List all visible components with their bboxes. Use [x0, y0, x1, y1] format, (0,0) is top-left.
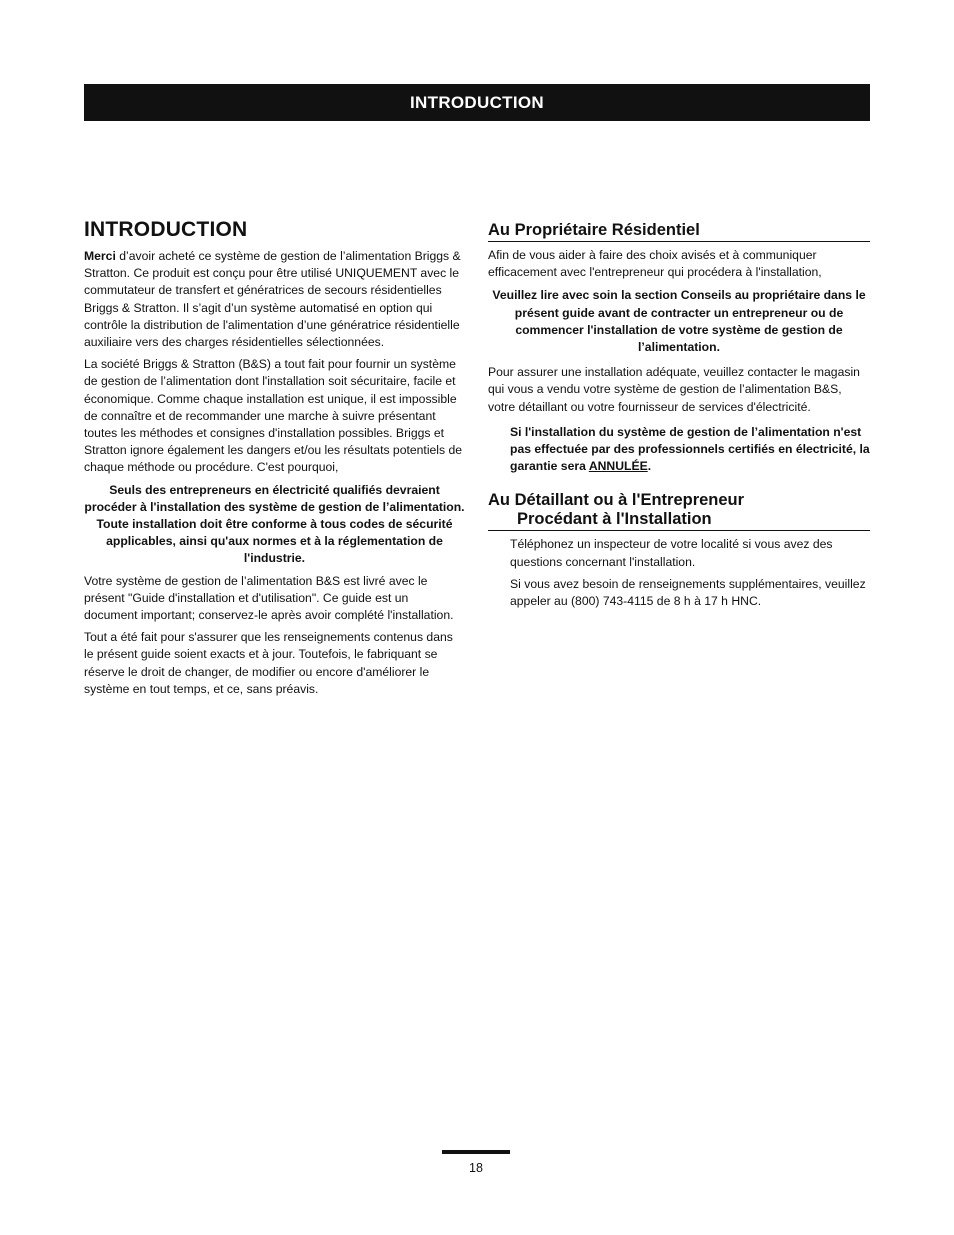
guide-paragraph: Votre système de gestion de l’alimentation B&S est livré avec le présent "Guide d'installation et d'utilisation". Ce guide est un document important; conservez-le après avoir complété l'installation.	[84, 573, 454, 623]
accuracy-paragraph: Tout a été fait pour s'assurer que les renseignements contenus dans le présent guide soient exacts et à jour. Toutefois, le fabriquant se réserve le droit de changer, de modifier ou encore d'améliorer le système en tout temps, et ce, sans préavis.	[84, 630, 453, 696]
inspector-paragraph: Téléphonez un inspecteur de votre localité si vous avez des questions concernant l'installation.	[510, 537, 833, 569]
warranty-warning-text: Si l'installation du système de gestion de l’alimentation n'est pas effectuée par des professionnels certifiés en électricité, la garantie sera	[510, 424, 870, 474]
left-column	[84, 218, 465, 703]
intro-lead-word: Merci	[84, 249, 116, 263]
phone-paragraph: Si vous avez besoin de renseignements supplémentaires, veuillez appeler au (800) 743-4115 de 8 h à 17 h HNC.	[510, 576, 866, 609]
page-number: 18	[469, 1161, 483, 1175]
section-heading-dealer-line1: Au Détaillant ou à l'Entrepreneur	[488, 491, 745, 510]
section-header-bar	[84, 84, 870, 121]
company-paragraph: La société Briggs & Stratton (B&S) a tout fait pour fournir un système de gestion de l’alimentation dont l'installation soit sécuritaire, facile et économique. Comme chaque installation est unique, il est impossible de connaître et de recommander une marche à suivre présentant toutes les méthodes et consignes d'installation possibles. Briggs et Stratton ignore également les dangers et/ou les résultats potentiels de chaque méthode ou procédure. C'est pourquoi,	[84, 357, 463, 475]
warranty-void-label: ANNULÉE	[588, 459, 648, 474]
warranty-warning	[488, 424, 870, 476]
section-heading-dealer-line2: Procédant à l'Installation	[517, 510, 712, 529]
homeowner-advice-notice: Veuillez lire avec soin la section Conseils au propriétaire dans le présent guide avant de contracter un entrepreneur ou de commencer l'installation de votre système de gestion de l’alimentation.	[492, 288, 866, 355]
homeowner-contact-paragraph: Pour assurer une installation adéquate, veuillez contacter le magasin qui vous a vendu votre système de gestion de l’alimentation B&S, votre détaillant ou votre fournisseur de services d'électricité.	[488, 365, 860, 414]
page-title: INTRODUCTION	[84, 218, 248, 241]
section-heading-dealer	[488, 491, 870, 531]
qualified-electricians-warning: Seuls des entrepreneurs en électricité qualifiés devraient procéder à l'installation des système de gestion de l’alimentation. Toute installation doit être conforme à tous codes de sécurité applicables, ainsi qu'aux normes et à la réglementation de l'industrie.	[84, 482, 465, 566]
section-heading-homeowner: Au Propriétaire Résidentiel	[488, 221, 870, 242]
right-column	[488, 218, 870, 615]
section-header-title: INTRODUCTION	[410, 92, 544, 112]
intro-paragraph	[84, 248, 465, 351]
footer-rule	[442, 1150, 510, 1154]
warranty-warning-end: .	[647, 459, 652, 474]
intro-paragraph-text: d’avoir acheté ce système de gestion de l’alimentation Briggs & Stratton. Ce produit est conçu pour être utilisé UNIQUEMENT avec le commutateur de transfert et génératrices de secours résidentielles Briggs & Stratton. Il s’agit d’un système automatisé en option qui contrôle la distribution de l'alimentation d’une génératrice résidentielle auxiliaire vers des charges résidentielles sélectionnées.	[84, 249, 461, 350]
homeowner-intro-paragraph: Afin de vous aider à faire des choix avisés et à communiquer efficacement avec l'entrepreneur qui procédera à l'installation,	[488, 248, 822, 280]
